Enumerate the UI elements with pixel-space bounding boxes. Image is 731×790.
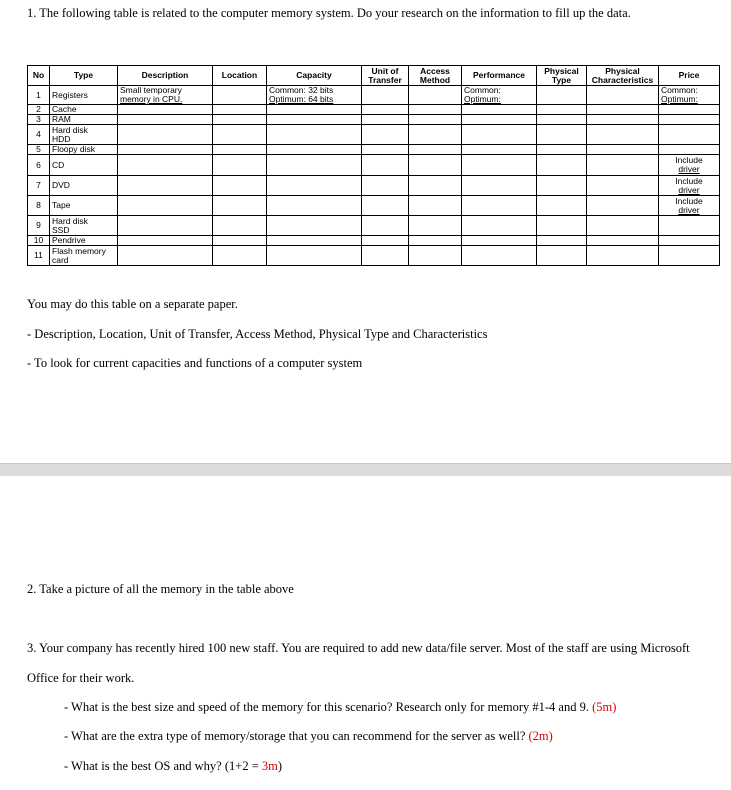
memory-table — [27, 65, 720, 266]
note-columns: - Description, Location, Unit of Transfer, Access Method, Physical Type and Characteristics — [27, 327, 488, 341]
cell-no: 8 — [28, 196, 50, 216]
marks-3m: 3m — [261, 759, 278, 773]
cell-type: Cache — [50, 105, 118, 115]
cell-no: 10 — [28, 236, 50, 246]
cell-no: 1 — [28, 86, 50, 105]
question-3-sub-2: - What are the extra type of memory/storage that you can recommend for the server as well? (2m) — [64, 729, 553, 743]
table-row — [28, 155, 720, 176]
table-row — [28, 105, 720, 115]
table-header-row — [28, 66, 720, 86]
cell-no: 3 — [28, 115, 50, 125]
cell-no: 7 — [28, 176, 50, 196]
table-row — [28, 86, 720, 105]
table-row — [28, 236, 720, 246]
header-physical-type: Physical Type — [537, 66, 587, 86]
table-row — [28, 115, 720, 125]
cell-type: CD — [50, 155, 118, 176]
cell-no: 2 — [28, 105, 50, 115]
page-break — [0, 463, 731, 477]
header-physical-characteristics: Physical Characteristics — [587, 66, 659, 86]
cell-price: Include driver — [659, 196, 720, 216]
question-2: 2. Take a picture of all the memory in the table above — [27, 582, 294, 596]
cell-no: 5 — [28, 145, 50, 155]
question-1: 1. The following table is related to the computer memory system. Do your research on the information to fill up the data. — [27, 6, 631, 20]
table-row — [28, 176, 720, 196]
cell-type: Hard disk HDD — [50, 125, 118, 145]
header-unit-of-transfer: Unit of Transfer — [362, 66, 409, 86]
question-3-sub-3: - What is the best OS and why? (1+2 = 3m) — [64, 759, 283, 773]
cell-access — [409, 86, 462, 105]
cell-location — [213, 86, 267, 105]
cell-unit — [362, 86, 409, 105]
cell-price: Common: Optimum: — [659, 86, 720, 105]
note-separate-paper: You may do this table on a separate paper. — [27, 297, 238, 311]
marks-2m: (2m) — [528, 729, 553, 743]
header-no: No — [28, 66, 50, 86]
cell-type: Floopy disk — [50, 145, 118, 155]
cell-no: 4 — [28, 125, 50, 145]
cell-type: Pendrive — [50, 236, 118, 246]
cell-no: 9 — [28, 216, 50, 236]
cell-price: Include driver — [659, 155, 720, 176]
table-row — [28, 246, 720, 266]
question-3-line-1: 3. Your company has recently hired 100 new staff. You are required to add new data/file server. Most of the staff are using Microsoft — [27, 641, 690, 655]
question-3-sub-1: - What is the best size and speed of the memory for this scenario? Research only for memory #1-4 and 9. (5m) — [64, 700, 617, 714]
cell-no: 11 — [28, 246, 50, 266]
header-access-method: Access Method — [409, 66, 462, 86]
cell-no: 6 — [28, 155, 50, 176]
cell-capacity: Common: 32 bits Optimum: 64 bits — [267, 86, 362, 105]
cell-physical-type — [537, 86, 587, 105]
header-location: Location — [213, 66, 267, 86]
cell-physical-characteristics — [587, 86, 659, 105]
table-row — [28, 145, 720, 155]
cell-type: Hard disk SSD — [50, 216, 118, 236]
marks-5m: (5m) — [592, 700, 617, 714]
cell-type: Flash memory card — [50, 246, 118, 266]
cell-description: Small temporary memory in CPU. — [118, 86, 213, 105]
cell-price: Include driver — [659, 176, 720, 196]
table-row — [28, 125, 720, 145]
header-price: Price — [659, 66, 720, 86]
table-row — [28, 216, 720, 236]
header-description: Description — [118, 66, 213, 86]
header-capacity: Capacity — [267, 66, 362, 86]
cell-type: Registers — [50, 86, 118, 105]
cell-performance: Common: Optimum: — [462, 86, 537, 105]
cell-type: DVD — [50, 176, 118, 196]
table-row — [28, 196, 720, 216]
cell-type: Tape — [50, 196, 118, 216]
header-performance: Performance — [462, 66, 537, 86]
note-research: - To look for current capacities and functions of a computer system — [27, 356, 363, 370]
document-page-2 — [0, 476, 731, 790]
cell-type: RAM — [50, 115, 118, 125]
question-3-line-2: Office for their work. — [27, 671, 135, 685]
header-type: Type — [50, 66, 118, 86]
